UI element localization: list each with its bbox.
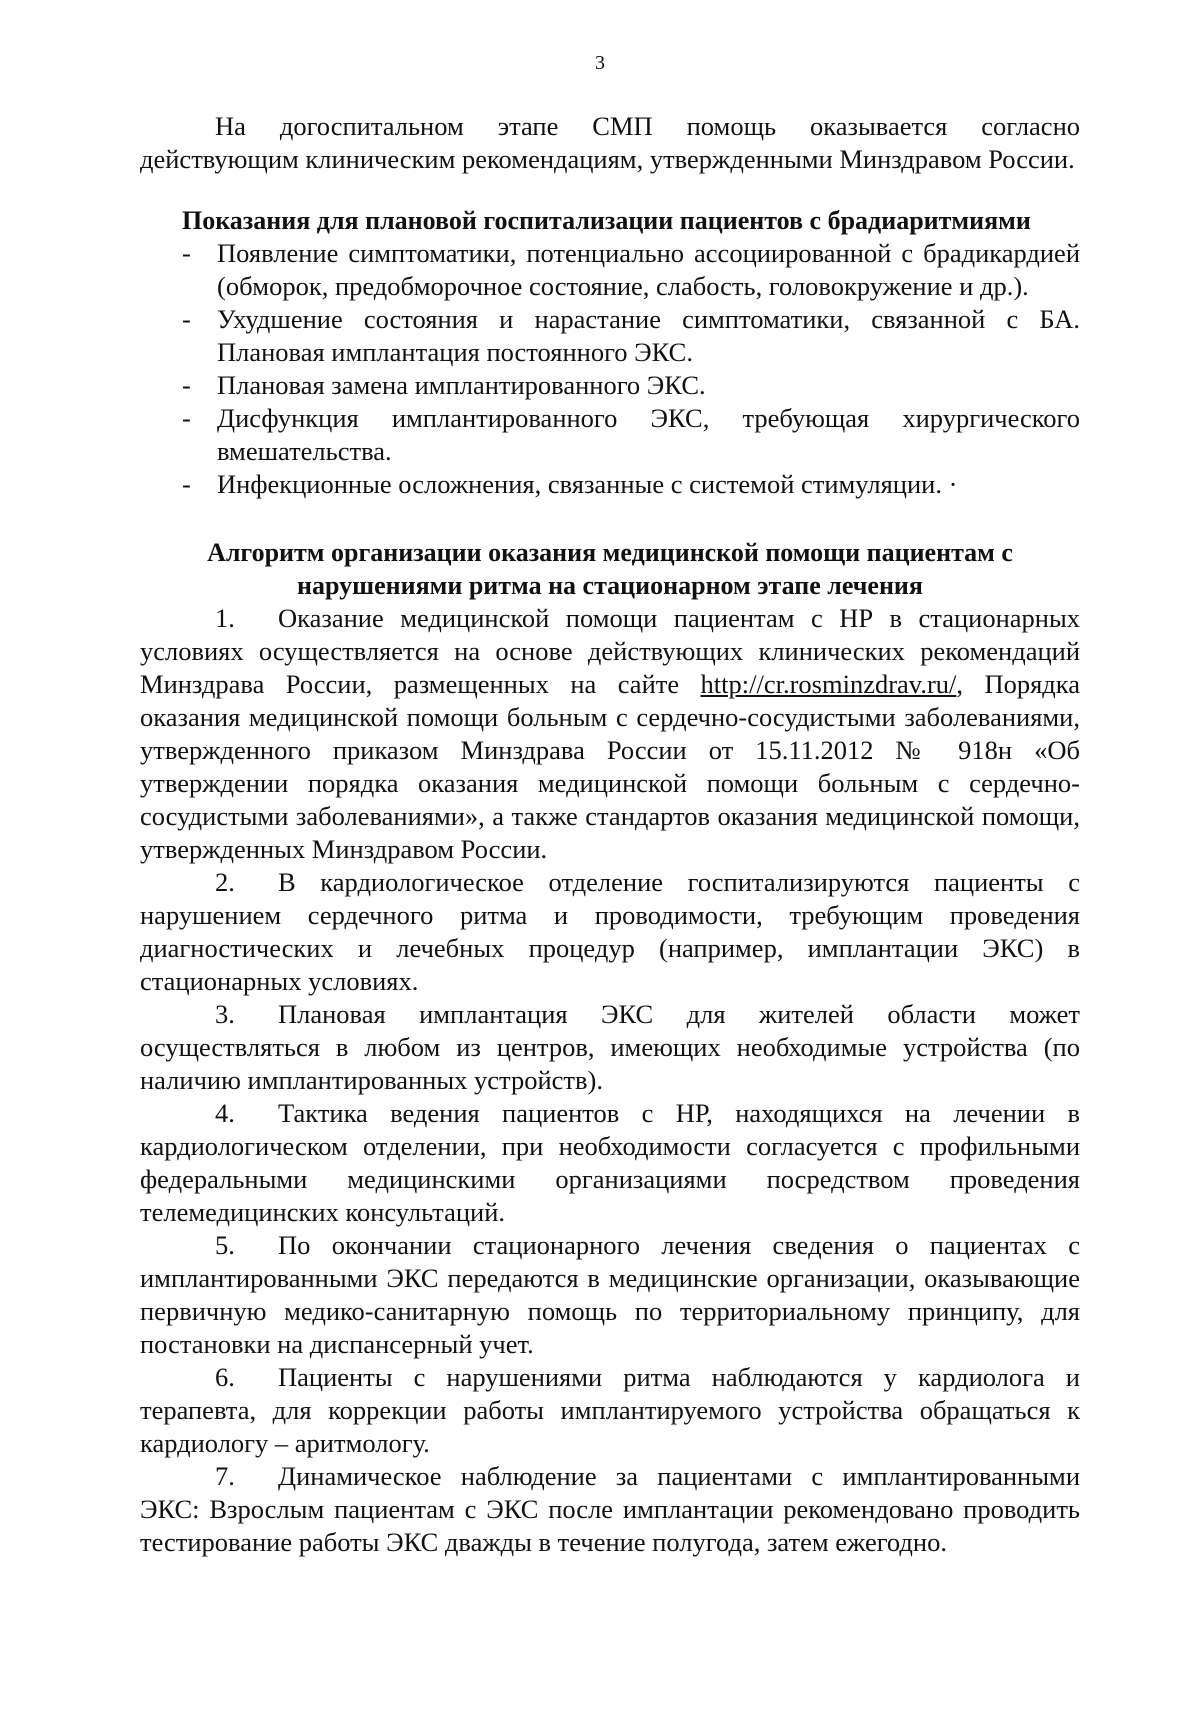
section-title-hospitalization: Показания для плановой госпитализации пациентов с брадиаритмиями [182, 206, 1031, 235]
item-number: 2. [215, 867, 235, 897]
list-item-text: , Порядка оказания медицинской помощи больным с сердечно-сосудистыми заболеваниями, утвержденного приказом Минздрава России от 15.11.2012 № 918н «Об утверждении порядка оказания медицинской помощи больным с сердечно-сосудистыми заболеваниями», а также стандартов оказания медицинской помощи, утвержденных Минздравом России. [140, 669, 1081, 864]
hospitalization-indications-list [140, 237, 1080, 501]
item-number: 7. [215, 1461, 235, 1491]
item-number: 3. [215, 999, 235, 1029]
list-item-text: Дисфункция имплантированного ЭКС, требующая хирургического вмешательства. [217, 403, 1080, 466]
dash-marker: - [182, 469, 191, 499]
list-item-text: Плановая замена имплантированного ЭКС. [217, 370, 706, 400]
list-item [140, 1097, 1080, 1229]
list-item-text: В кардиологическое отделение госпитализируются пациенты с нарушением сердечного ритма и проводимости, требующим проведения диагностических и лечебных процедур (например, имплантации ЭКС) в стационарных условиях. [140, 867, 1080, 996]
list-item [140, 1361, 1080, 1460]
list-item [140, 1229, 1080, 1361]
dash-marker: - [182, 370, 191, 400]
list-item [140, 237, 1080, 303]
list-item-text: Появление симптоматики, потенциально ассоциированной с брадикардией (обморок, предобморочное состояние, слабость, головокружение и др.). [217, 238, 1080, 301]
item-number: 6. [215, 1362, 235, 1392]
list-item [140, 1460, 1080, 1559]
list-item [140, 402, 1080, 468]
list-item [140, 866, 1080, 998]
list-item-text: Динамическое наблюдение за пациентами с имплантированными ЭКС: Взрослым пациентам с ЭКС после имплантации рекомендовано проводить тестирование работы ЭКС дважды в течение полугода, затем ежегодно. [140, 1461, 1080, 1557]
item-number: 1. [215, 603, 235, 633]
list-item-text: Тактика ведения пациентов с НР, находящихся на лечении в кардиологическом отделении, при необходимости согласуется с профильными федеральными медицинскими организациями посредством проведения телемедицинских консультаций. [140, 1098, 1080, 1227]
list-item [140, 602, 1080, 866]
list-item-text: Ухудшение состояния и нарастание симптоматики, связанной с БА. Плановая имплантация постоянного ЭКС. [217, 304, 1080, 367]
page-number: 3 [595, 52, 605, 74]
list-item [140, 468, 1080, 501]
section-title-algorithm: Алгоритм организации оказания медицинской помощи пациентам с нарушениями ритма на стационарном этапе лечения [207, 538, 1013, 600]
dash-marker: - [182, 238, 191, 268]
item-number: 5. [215, 1230, 235, 1260]
list-item [140, 998, 1080, 1097]
dash-marker: - [182, 304, 191, 334]
list-item-text: По окончании стационарного лечения сведения о пациентах с имплантированными ЭКС передаются в медицинские организации, оказывающие первичную медико-санитарную помощь по территориальному принципу, для постановки на диспансерный учет. [140, 1230, 1080, 1359]
list-item [140, 303, 1080, 369]
item-number: 4. [215, 1098, 235, 1128]
list-item-text: Инфекционные осложнения, связанные с системой стимуляции. · [217, 469, 958, 499]
list-item-text: Пациенты с нарушениями ритма наблюдаются у кардиолога и терапевта, для коррекции работы имплантируемого устройства обращаться к кардиологу – аритмологу. [140, 1362, 1080, 1458]
algorithm-steps-list [140, 602, 1080, 1559]
dash-marker: - [182, 403, 191, 433]
minzdrav-link[interactable]: http://cr.rosminzdrav.ru/ [700, 669, 957, 699]
list-item-text: Плановая имплантация ЭКС для жителей области может осуществляться в любом из центров, имеющих необходимые устройства (по наличию имплантированных устройств). [140, 999, 1080, 1095]
intro-paragraph: На догоспитальном этапе СМП помощь оказывается согласно действующим клиническим рекомендациям, утвержденными Минздравом России. [140, 111, 1080, 174]
list-item [140, 369, 1080, 402]
list-item-text: Оказание медицинской помощи пациентам с НР в стационарных условиях осуществляется на основе действующих клинических рекомендаций Минздрава России, размещенных на сайте [140, 603, 1080, 699]
page-content [140, 110, 1080, 1559]
